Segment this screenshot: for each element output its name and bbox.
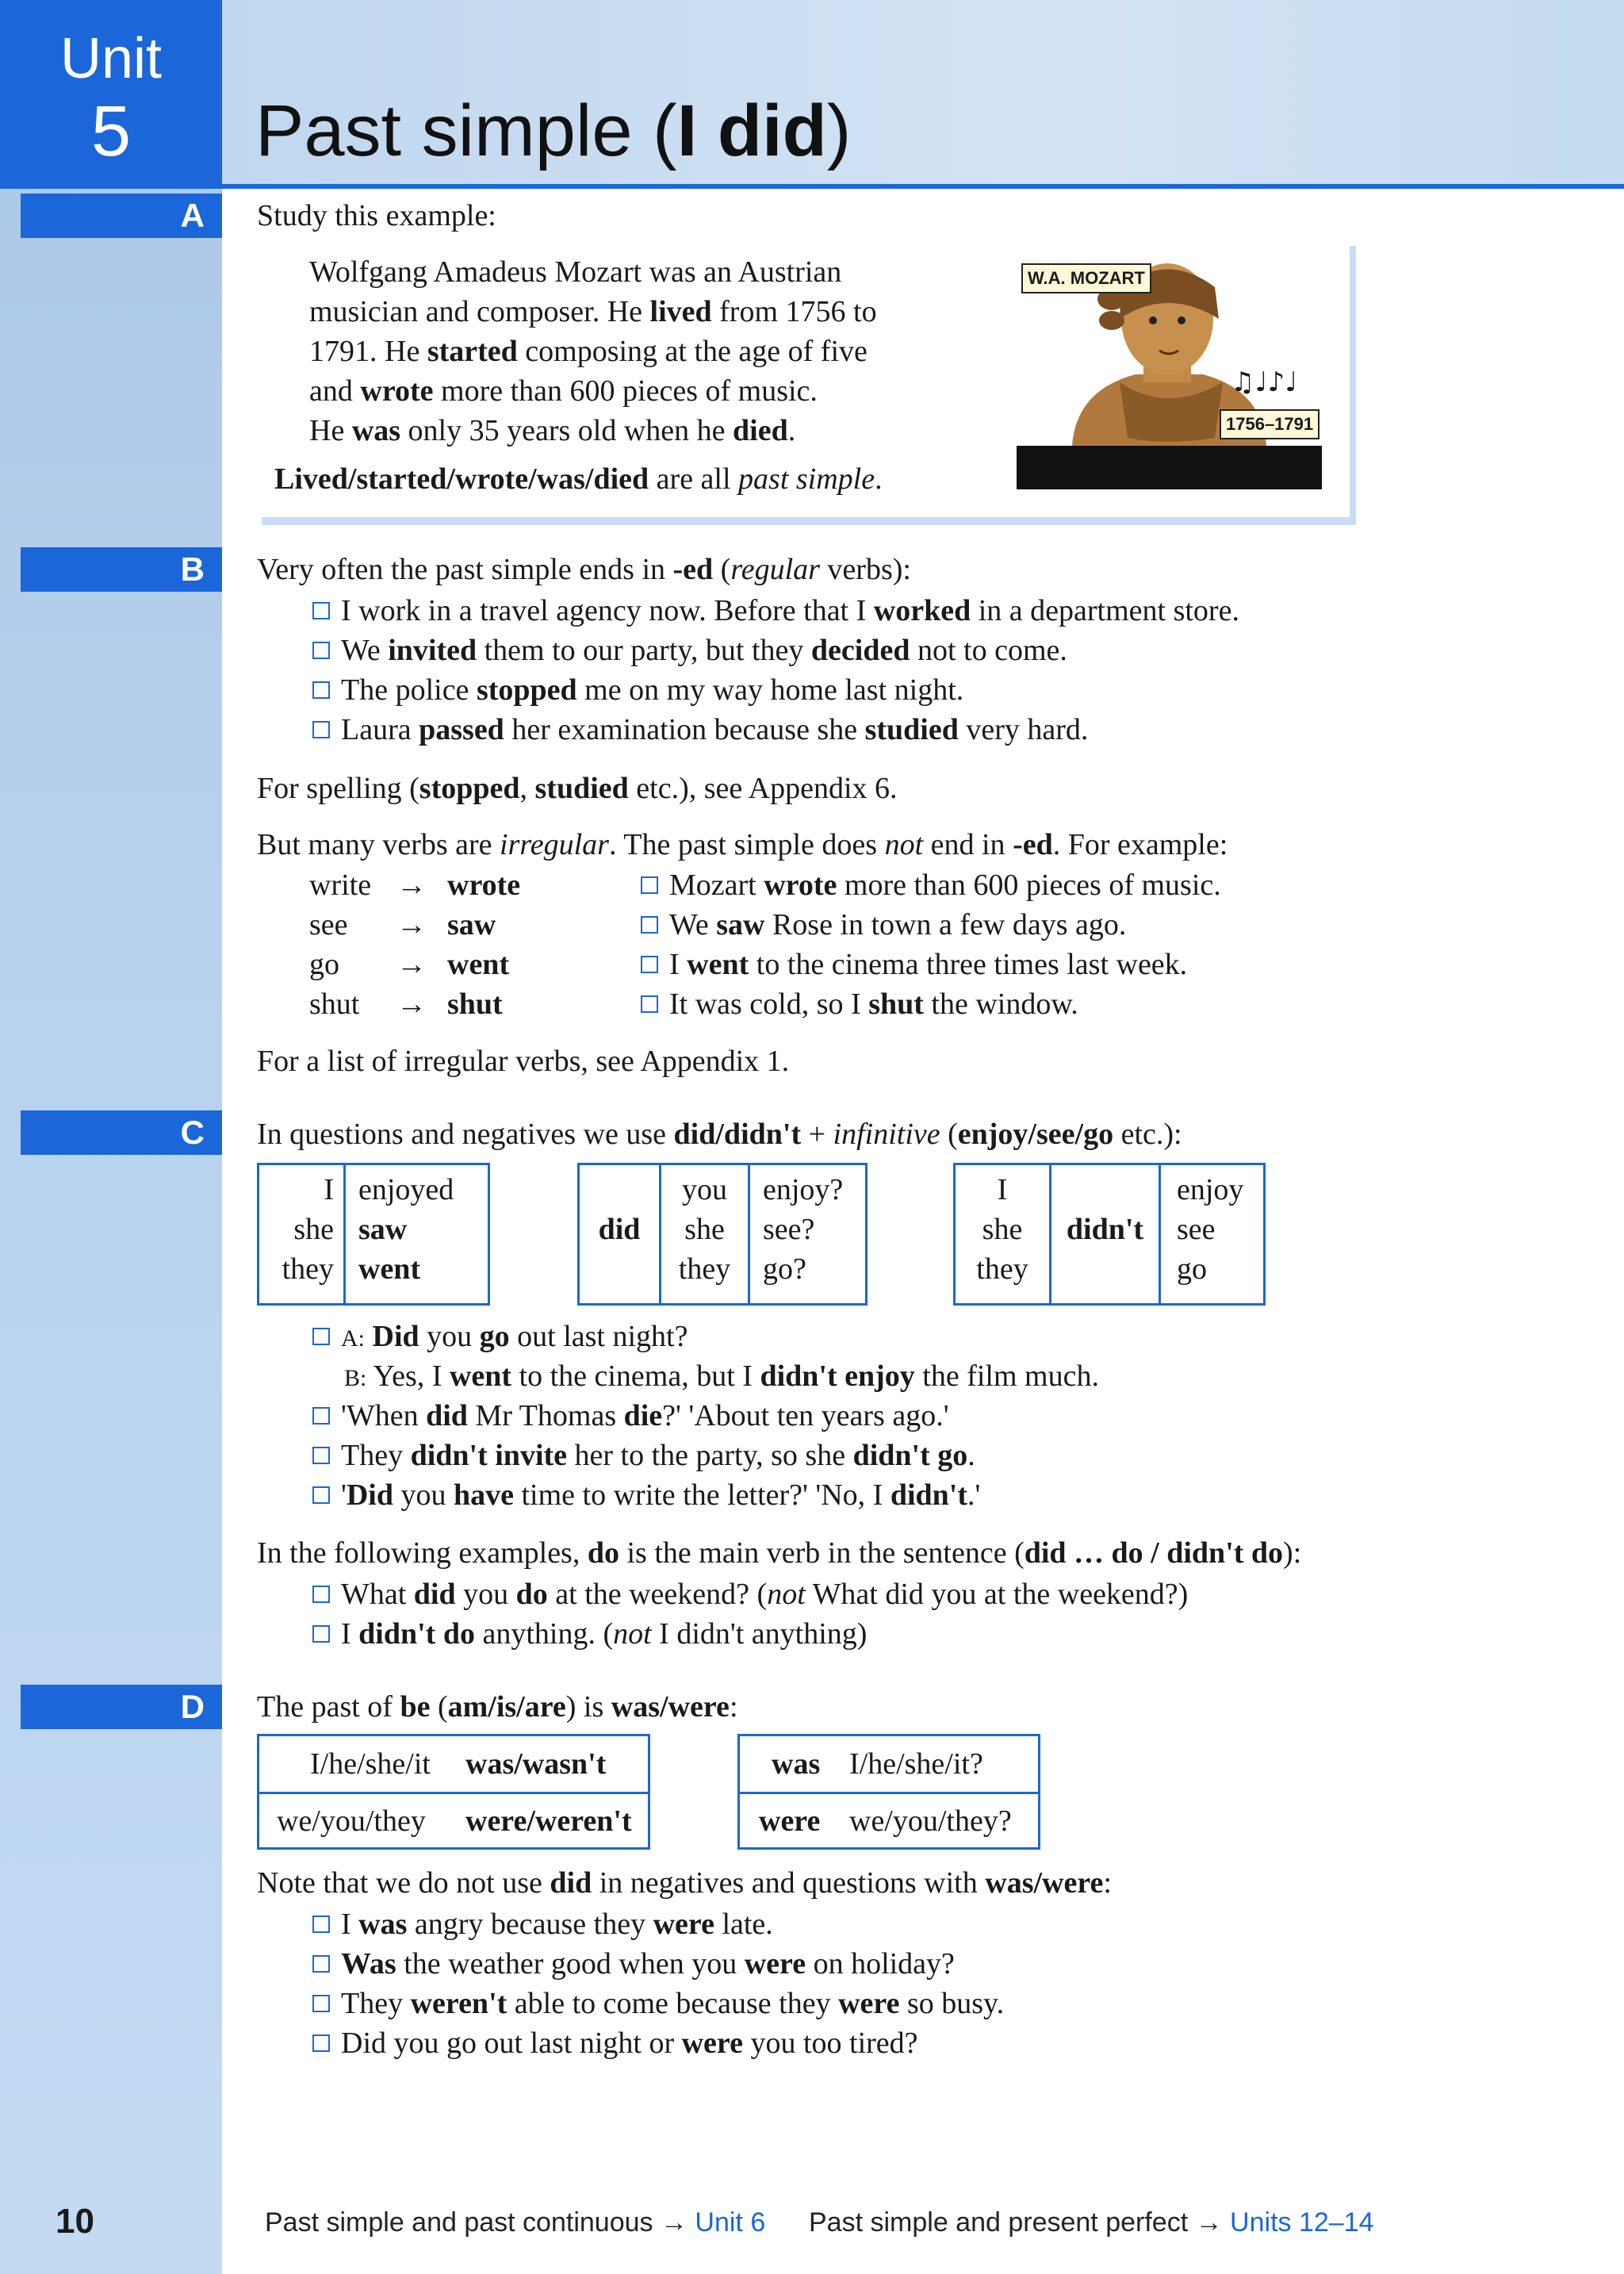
mozart-line: Wolfgang Amadeus Mozart was an Austrian bbox=[309, 255, 842, 289]
irregular-past: went bbox=[447, 948, 510, 981]
cross-reference-unit-6[interactable]: Past simple and past continuous → Unit 6 bbox=[265, 2207, 766, 2238]
bullet-box-icon bbox=[312, 1407, 330, 1425]
table-cell: they bbox=[976, 1252, 1028, 1286]
section-a-intro: Study this example: bbox=[257, 199, 496, 232]
spelling-note: For spelling (stopped, studied etc.), see Appendix 6. bbox=[257, 772, 898, 805]
unit-6-link[interactable]: Unit 6 bbox=[695, 2207, 766, 2238]
table-cell: didn't bbox=[1066, 1213, 1144, 1246]
bullet-box-icon bbox=[641, 916, 658, 934]
page-number: 10 bbox=[56, 2202, 94, 2241]
unit-number: 5 bbox=[90, 92, 132, 171]
table-row: were we/you/they? bbox=[759, 1804, 1012, 1838]
dialogue-a: A: Did you go out last night? bbox=[312, 1317, 688, 1359]
irregular-example: Mozart wrote more than 600 pieces of music. bbox=[641, 865, 1221, 905]
bullet-box-icon bbox=[312, 681, 330, 699]
bullet-box-icon bbox=[641, 956, 658, 973]
header-rule bbox=[0, 184, 1624, 189]
regular-example: We invited them to our party, but they decided not to come. bbox=[312, 631, 1067, 670]
bullet-box-icon bbox=[312, 721, 330, 738]
be-example: Was the weather good when you were on holiday? bbox=[312, 1944, 955, 1984]
table-cell: go bbox=[1177, 1252, 1207, 1286]
section-c-intro: In questions and negatives we use did/didn't + infinitive (enjoy/see/go etc.): bbox=[257, 1118, 1182, 1151]
arrow-icon: → bbox=[396, 908, 427, 941]
be-statement-table bbox=[257, 1734, 650, 1850]
table-cell: enjoyed bbox=[358, 1173, 454, 1206]
picture-name-tag: W.A. MOZART bbox=[1021, 263, 1151, 293]
regular-example: Laura passed her examination because she studied very hard. bbox=[312, 710, 1088, 750]
irregular-example: I went to the cinema three times last week. bbox=[641, 945, 1187, 984]
question-example: 'When did Mr Thomas die?' 'About ten years ago.' bbox=[312, 1396, 949, 1436]
irregular-base: write bbox=[309, 869, 372, 902]
picture-date-tag: 1756–1791 bbox=[1220, 409, 1320, 439]
table-cell: enjoy? bbox=[763, 1173, 844, 1206]
section-label-d: D bbox=[21, 1685, 222, 1729]
was-were-note: Note that we do not use did in negatives and questions with was/were: bbox=[257, 1866, 1112, 1900]
table-cell: they bbox=[282, 1252, 334, 1286]
bullet-box-icon bbox=[312, 1625, 330, 1643]
table-cell: went bbox=[358, 1252, 421, 1286]
table-cell: enjoy bbox=[1177, 1173, 1244, 1206]
irregular-base: go bbox=[309, 948, 339, 981]
regular-example: The police stopped me on my way home last night. bbox=[312, 670, 963, 710]
section-label-c: C bbox=[21, 1110, 222, 1155]
table-cell: did bbox=[598, 1213, 641, 1246]
table-cell: go? bbox=[763, 1252, 806, 1286]
irregular-past: wrote bbox=[447, 869, 521, 902]
section-d-intro: The past of be (am/is/are) is was/were: bbox=[257, 1690, 738, 1724]
mozart-line: He was only 35 years old when he died. bbox=[309, 414, 796, 447]
bullet-box-icon bbox=[312, 2034, 330, 2052]
table-cell: see bbox=[1177, 1213, 1216, 1246]
mozart-paragraph bbox=[309, 252, 877, 451]
do-example: What did you do at the weekend? (not What did you at the weekend?) bbox=[312, 1574, 1188, 1614]
unit-badge bbox=[0, 0, 222, 187]
irregular-intro: But many verbs are irregular. The past simple does not end in -ed. For example: bbox=[257, 828, 1228, 861]
arrow-icon: → bbox=[396, 987, 427, 1021]
section-label-b: B bbox=[21, 547, 222, 592]
mozart-line: and wrote more than 600 pieces of music. bbox=[309, 374, 818, 408]
bullet-box-icon bbox=[312, 1955, 330, 1973]
unit-label: Unit bbox=[59, 27, 163, 90]
bullet-box-icon bbox=[312, 1328, 330, 1345]
table-cell: I bbox=[324, 1173, 334, 1206]
past-simple-summary: Lived/started/wrote/was/died are all past simple. bbox=[274, 462, 883, 496]
table-cell: you bbox=[682, 1173, 727, 1206]
affirmative-table bbox=[257, 1163, 490, 1306]
question-example: 'Did you have time to write the letter?' 'No, I didn't.' bbox=[312, 1475, 980, 1515]
bullet-box-icon bbox=[312, 642, 330, 659]
arrow-icon: → bbox=[396, 948, 427, 981]
music-notes-icon: ♫♩♪♩ bbox=[1231, 366, 1298, 398]
negative-table bbox=[953, 1163, 1266, 1306]
cross-reference-units-12-14[interactable]: Past simple and present perfect → Units 12–14 bbox=[809, 2207, 1374, 2238]
bullet-box-icon bbox=[312, 602, 330, 619]
bullet-box-icon bbox=[312, 1447, 330, 1464]
question-table bbox=[577, 1163, 868, 1306]
regular-example: I work in a travel agency now. Before that I worked in a department store. bbox=[312, 591, 1239, 631]
be-example: I was angry because they were late. bbox=[312, 1904, 773, 1944]
mozart-line: musician and composer. He lived from 1756 to bbox=[309, 295, 877, 328]
units-12-14-link[interactable]: Units 12–14 bbox=[1230, 2207, 1374, 2238]
table-row: was I/he/she/it? bbox=[740, 1736, 1038, 1794]
negative-example: They didn't invite her to the party, so she didn't go. bbox=[312, 1436, 975, 1475]
arrow-icon: → bbox=[396, 869, 427, 902]
table-row: we/you/they were/weren't bbox=[277, 1804, 632, 1838]
bullet-box-icon bbox=[312, 1586, 330, 1603]
page-title: Past simple (I did) bbox=[255, 90, 852, 171]
mozart-line: 1791. He started composing at the age of five bbox=[309, 335, 868, 368]
be-question-table bbox=[737, 1734, 1040, 1850]
irregular-base: see bbox=[309, 908, 348, 941]
table-cell: she bbox=[684, 1213, 725, 1246]
be-example: They weren't able to come because they were so busy. bbox=[312, 1984, 1004, 2023]
irregular-example: We saw Rose in town a few days ago. bbox=[641, 905, 1126, 945]
bullet-box-icon bbox=[312, 1486, 330, 1504]
table-row: I/he/she/it was/wasn't bbox=[259, 1736, 648, 1794]
table-cell: I bbox=[997, 1173, 1008, 1206]
do-main-verb-intro: In the following examples, do is the main verb in the sentence (did … do / didn't do): bbox=[257, 1536, 1302, 1570]
bullet-box-icon bbox=[641, 995, 658, 1013]
irregular-list-note: For a list of irregular verbs, see Appendix 1. bbox=[257, 1045, 790, 1078]
irregular-example: It was cold, so I shut the window. bbox=[641, 984, 1078, 1024]
do-example: I didn't do anything. (not I didn't anything) bbox=[312, 1614, 867, 1654]
dialogue-b: B: Yes, I went to the cinema, but I didn't enjoy the film much. bbox=[344, 1359, 1099, 1393]
section-b-intro: Very often the past simple ends in -ed (regular verbs): bbox=[257, 553, 911, 586]
table-cell: they bbox=[678, 1252, 731, 1286]
be-example: Did you go out last night or were you too tired? bbox=[312, 2023, 918, 2063]
irregular-past: saw bbox=[447, 908, 496, 941]
bullet-box-icon bbox=[312, 1995, 330, 2012]
bullet-box-icon bbox=[641, 876, 658, 894]
section-label-a: A bbox=[21, 194, 222, 238]
irregular-base: shut bbox=[309, 987, 360, 1021]
bullet-box-icon bbox=[312, 1915, 330, 1933]
table-cell: see? bbox=[763, 1213, 815, 1246]
irregular-past: shut bbox=[447, 987, 503, 1021]
table-cell: she bbox=[293, 1213, 334, 1246]
table-cell: saw bbox=[358, 1213, 408, 1246]
table-cell: she bbox=[982, 1213, 1023, 1246]
